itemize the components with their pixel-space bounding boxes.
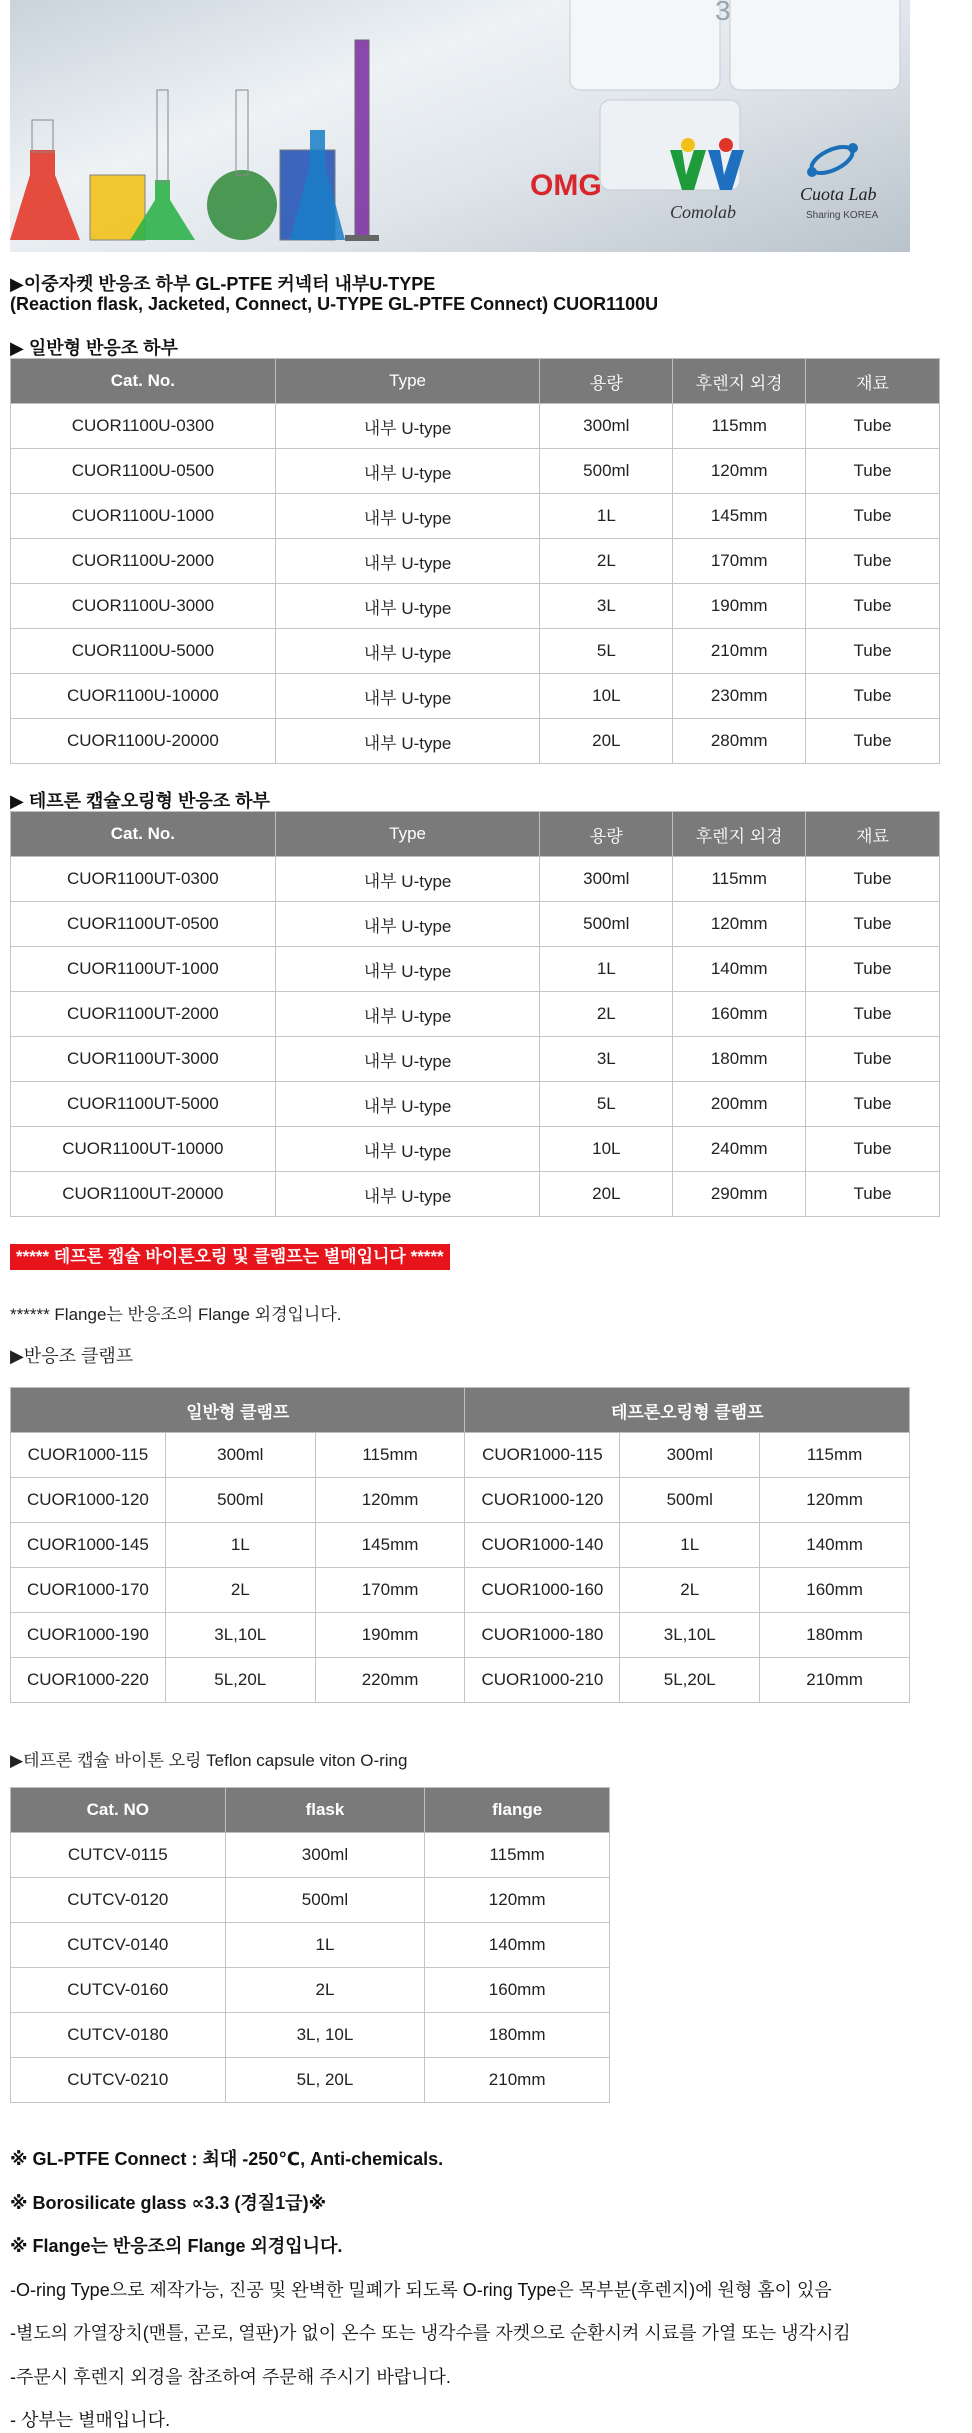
table-cell: CUOR1000-145 (11, 1523, 166, 1568)
table-cell: Tube (806, 449, 940, 494)
table-cell: Tube (806, 584, 940, 629)
col-header: 후렌지 외경 (673, 359, 806, 404)
table-cell: 3L (540, 1037, 673, 1082)
table-cell: CUOR1100UT-10000 (11, 1127, 276, 1172)
table-row (11, 1127, 940, 1172)
table-cell: CUOR1100UT-5000 (11, 1082, 276, 1127)
table-cell: CUOR1100UT-0500 (11, 902, 276, 947)
table-cell: 115mm (673, 404, 806, 449)
section1-title: ▶ 일반형 반응조 하부 (10, 338, 178, 358)
table-cell: 내부 U-type (275, 947, 540, 992)
table-row (11, 449, 940, 494)
table-cell: 160mm (760, 1568, 910, 1613)
lab-glassware-illustration (10, 0, 910, 252)
clamp-table (10, 1387, 910, 1703)
key-digit: 3 (715, 0, 731, 26)
table-cell: 120mm (673, 449, 806, 494)
table-cell: 210mm (425, 2058, 610, 2103)
note-oring-type: -O-ring Type으로 제작가능, 진공 및 완벽한 밀폐가 되도록 O-ring Type은 목부분(후렌지)에 원형 홈이 있음 (10, 2280, 832, 2300)
table-cell: 1L (225, 1923, 425, 1968)
table-cell: 180mm (673, 1037, 806, 1082)
table-row (11, 1968, 610, 2013)
page-title-line1: ▶이중자켓 반응조 하부 GL-PTFE 커넥터 내부U-TYPE (10, 274, 436, 294)
col-header: Cat. NO (11, 1788, 226, 1833)
table-row (11, 1523, 910, 1568)
table-row (11, 1923, 610, 1968)
note-flange: ※ Flange는 반응조의 Flange 외경입니다. (10, 2236, 343, 2256)
table-cell: 내부 U-type (275, 1172, 540, 1217)
table-cell: 115mm (315, 1433, 465, 1478)
table-cell: Tube (806, 947, 940, 992)
table-cell: 내부 U-type (275, 902, 540, 947)
table-cell: 500ml (540, 449, 673, 494)
table-cell: 300ml (165, 1433, 315, 1478)
table-cell: 500ml (620, 1478, 760, 1523)
table-cell: 5L (540, 1082, 673, 1127)
comolab-logo: Comolab (670, 202, 737, 222)
table-cell: 1L (620, 1523, 760, 1568)
table-cell: 내부 U-type (275, 857, 540, 902)
table-cell: 2L (620, 1568, 760, 1613)
table-cell: CUOR1000-170 (11, 1568, 166, 1613)
table-cell: 145mm (315, 1523, 465, 1568)
table-cell: 230mm (673, 674, 806, 719)
col-header: 재료 (806, 812, 940, 857)
table-cell: 120mm (315, 1478, 465, 1523)
table-cell: 300ml (540, 857, 673, 902)
table-cell: 2L (540, 992, 673, 1037)
col-header: 후렌지 외경 (673, 812, 806, 857)
table-cell: 170mm (315, 1568, 465, 1613)
col-header: Type (275, 812, 540, 857)
table-cell: CUOR1000-220 (11, 1658, 166, 1703)
table-row (11, 902, 940, 947)
table-cell: 5L, 20L (225, 2058, 425, 2103)
table-cell: Tube (806, 992, 940, 1037)
table-cell: 3L,10L (165, 1613, 315, 1658)
table-cell: 290mm (673, 1172, 806, 1217)
cuotalab-subtitle: Sharing KOREA (806, 210, 879, 221)
keyboard-key (730, 0, 900, 90)
page-title-line2: (Reaction flask, Jacketed, Connect, U-TYPE GL-PTFE Connect) CUOR1100U (10, 294, 659, 314)
table-cell: 20L (540, 719, 673, 764)
table-cell: Tube (806, 629, 940, 674)
table-cell: CUOR1100U-20000 (11, 719, 276, 764)
col-header: 용량 (540, 359, 673, 404)
table-cell: CUOR1100UT-0300 (11, 857, 276, 902)
table-cell: CUOR1000-115 (11, 1433, 166, 1478)
oring-title: ▶테프론 캡슐 바이톤 오링 Teflon capsule viton O-ring (10, 1751, 408, 1770)
table-cell: Tube (806, 902, 940, 947)
table-cell: 내부 U-type (275, 674, 540, 719)
table-cell: 1L (540, 947, 673, 992)
table-cell: CUOR1100UT-2000 (11, 992, 276, 1037)
table-cell: CUOR1100U-5000 (11, 629, 276, 674)
table-cell: CUOR1000-120 (11, 1478, 166, 1523)
flange-notice: ****** Flange는 반응조의 Flange 외경입니다. (10, 1305, 342, 1324)
table-row (11, 1613, 910, 1658)
table-row (11, 857, 940, 902)
table-cell: 115mm (425, 1833, 610, 1878)
col-header: Type (275, 359, 540, 404)
table-cell: CUOR1100UT-20000 (11, 1172, 276, 1217)
section1-table (10, 358, 940, 764)
table-cell: 내부 U-type (275, 539, 540, 584)
table-row (11, 1878, 610, 1923)
table-row (11, 1433, 910, 1478)
table-cell: 1L (165, 1523, 315, 1568)
note-gl-ptfe: ※ GL-PTFE Connect : 최대 -250℃, Anti-chemicals. (10, 2149, 444, 2169)
table-cell: Tube (806, 719, 940, 764)
table-cell: Tube (806, 539, 940, 584)
table-cell: 5L,20L (165, 1658, 315, 1703)
table-cell: 5L (540, 629, 673, 674)
col-header: flange (425, 1788, 610, 1833)
table-header-row (11, 1788, 610, 1833)
table-cell: 120mm (673, 902, 806, 947)
table-cell: 3L (540, 584, 673, 629)
table-cell: CUOR1000-210 (465, 1658, 620, 1703)
table-cell: 10L (540, 1127, 673, 1172)
table-cell: 20L (540, 1172, 673, 1217)
table-row (11, 1172, 940, 1217)
table-cell: 1L (540, 494, 673, 539)
cuotalab-logo: Cuota Lab (800, 184, 877, 204)
table-cell: CUTCV-0210 (11, 2058, 226, 2103)
table-cell: CUTCV-0120 (11, 1878, 226, 1923)
table-cell: CUTCV-0115 (11, 1833, 226, 1878)
table-cell: 내부 U-type (275, 719, 540, 764)
table-cell: CUOR1100U-0300 (11, 404, 276, 449)
table-cell: 내부 U-type (275, 629, 540, 674)
oring-table (10, 1787, 610, 2103)
table-cell: Tube (806, 674, 940, 719)
table-header-row (11, 359, 940, 404)
col-header: 용량 (540, 812, 673, 857)
table-cell: CUOR1100U-10000 (11, 674, 276, 719)
table-header-row (11, 1388, 910, 1433)
col-header: flask (225, 1788, 425, 1833)
table-row (11, 2013, 610, 2058)
table-cell: Tube (806, 1082, 940, 1127)
table-row (11, 1037, 940, 1082)
table-cell: 200mm (673, 1082, 806, 1127)
table-cell: 210mm (673, 629, 806, 674)
table-cell: 2L (225, 1968, 425, 2013)
table-cell: CUOR1000-180 (465, 1613, 620, 1658)
table-row (11, 2058, 610, 2103)
keyboard-key (570, 0, 720, 90)
table-cell: CUOR1000-120 (465, 1478, 620, 1523)
table-cell: 210mm (760, 1658, 910, 1703)
table-cell: CUOR1000-115 (465, 1433, 620, 1478)
table-cell: 500ml (540, 902, 673, 947)
note-heating: -별도의 가열장치(맨틀, 곤로, 열판)가 없이 온수 또는 냉각수를 자켓으로 순환시켜 시료를 가열 또는 냉각시킴 (10, 2323, 851, 2343)
table-cell: 300ml (225, 1833, 425, 1878)
table-cell: CUOR1100U-2000 (11, 539, 276, 584)
table-row (11, 1082, 940, 1127)
table-cell: CUOR1100UT-1000 (11, 947, 276, 992)
table-cell: 190mm (673, 584, 806, 629)
table-cell: 160mm (425, 1968, 610, 2013)
glassware-group (10, 40, 379, 241)
table-cell: CUOR1100U-3000 (11, 584, 276, 629)
table-row (11, 1568, 910, 1613)
table-cell: 170mm (673, 539, 806, 584)
table-cell: 280mm (673, 719, 806, 764)
table-row (11, 674, 940, 719)
table-row (11, 494, 940, 539)
table-cell: 내부 U-type (275, 404, 540, 449)
table-cell: CUOR1000-140 (465, 1523, 620, 1568)
table-cell: Tube (806, 1037, 940, 1082)
table-cell: 2L (540, 539, 673, 584)
table-cell: Tube (806, 857, 940, 902)
table-cell: 5L,20L (620, 1658, 760, 1703)
table-cell: CUOR1000-160 (465, 1568, 620, 1613)
table-cell: 2L (165, 1568, 315, 1613)
col-header: Cat. No. (11, 812, 276, 857)
table-cell: 140mm (673, 947, 806, 992)
section2-table (10, 811, 940, 1217)
table-cell: 115mm (760, 1433, 910, 1478)
table-cell: 10L (540, 674, 673, 719)
table-cell: 140mm (760, 1523, 910, 1568)
note-order: -주문시 후렌지 외경을 참조하여 주문해 주시기 바랍니다. (10, 2367, 451, 2387)
table-cell: Tube (806, 494, 940, 539)
col-header: 재료 (806, 359, 940, 404)
omg-logo: OMG (530, 169, 602, 202)
table-cell: CUTCV-0160 (11, 1968, 226, 2013)
table-cell: 240mm (673, 1127, 806, 1172)
table-row (11, 992, 940, 1037)
table-cell: 145mm (673, 494, 806, 539)
table-cell: Tube (806, 1172, 940, 1217)
table-cell: 180mm (425, 2013, 610, 2058)
table-row (11, 404, 940, 449)
table-cell: CUOR1000-190 (11, 1613, 166, 1658)
table-cell: 내부 U-type (275, 449, 540, 494)
table-row (11, 629, 940, 674)
table-cell: 190mm (315, 1613, 465, 1658)
table-cell: 220mm (315, 1658, 465, 1703)
table-cell: Tube (806, 1127, 940, 1172)
table-cell: 120mm (760, 1478, 910, 1523)
table-cell: 3L,10L (620, 1613, 760, 1658)
table-cell: CUTCV-0180 (11, 2013, 226, 2058)
table-cell: 120mm (425, 1878, 610, 1923)
table-cell: 내부 U-type (275, 1127, 540, 1172)
banner-image (10, 0, 910, 252)
table-cell: Tube (806, 404, 940, 449)
col-header-general-clamp: 일반형 클램프 (11, 1388, 465, 1433)
cuotalab-logo-mark (807, 142, 858, 179)
note-upper-part: - 상부는 별매입니다. (10, 2410, 171, 2430)
table-cell: CUOR1100U-1000 (11, 494, 276, 539)
table-cell: 내부 U-type (275, 494, 540, 539)
clamp-title: ▶반응조 클램프 (10, 1346, 134, 1366)
table-row (11, 584, 940, 629)
col-header-teflon-clamp: 테프론오링형 클램프 (465, 1388, 910, 1433)
table-row (11, 719, 940, 764)
table-cell: 500ml (225, 1878, 425, 1923)
table-cell: 300ml (540, 404, 673, 449)
table-cell: 내부 U-type (275, 1082, 540, 1127)
table-header-row (11, 812, 940, 857)
table-cell: 내부 U-type (275, 1037, 540, 1082)
table-row (11, 1833, 610, 1878)
table-cell: 115mm (673, 857, 806, 902)
table-cell: 500ml (165, 1478, 315, 1523)
table-row (11, 539, 940, 584)
table-cell: CUOR1100U-0500 (11, 449, 276, 494)
table-row (11, 947, 940, 992)
table-cell: 내부 U-type (275, 584, 540, 629)
table-cell: 140mm (425, 1923, 610, 1968)
table-cell: 내부 U-type (275, 992, 540, 1037)
col-header: Cat. No. (11, 359, 276, 404)
table-cell: 3L, 10L (225, 2013, 425, 2058)
table-cell: CUTCV-0140 (11, 1923, 226, 1968)
table-cell: 300ml (620, 1433, 760, 1478)
table-row (11, 1478, 910, 1523)
separate-sale-notice: ***** 테프론 캡슐 바이톤오링 및 클램프는 별매입니다 ***** (10, 1244, 450, 1270)
note-borosilicate: ※ Borosilicate glass ∝3.3 (경질1급)※ (10, 2193, 327, 2213)
table-row (11, 1658, 910, 1703)
table-cell: CUOR1100UT-3000 (11, 1037, 276, 1082)
table-cell: 160mm (673, 992, 806, 1037)
table-cell: 180mm (760, 1613, 910, 1658)
section2-title: ▶ 테프론 캡슐오링형 반응조 하부 (10, 791, 270, 811)
